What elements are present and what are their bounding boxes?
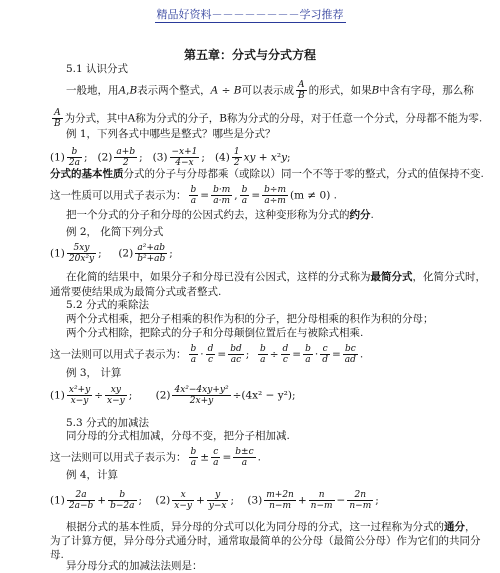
multiplication-rule: 两个分式相乘，把分子相乘的积作为积的分子，把分母相乘的积作为积的分母；: [66, 313, 434, 325]
example-4-prompt: 例 4，计算: [66, 469, 119, 481]
add-sub-formula: 这一法则可以用式子表示为： $\frac{b}{a}$ ± $\frac{c}{a}$ = $\frac{b\pm c}{a}$ .: [50, 447, 261, 468]
example-3-prompt: 例 3， 计算: [66, 367, 122, 379]
simplest-fraction-line-2: 通常要使结果成为最简分式或者整式.: [50, 286, 222, 298]
chapter-title: 第五章：分式与分式方程: [183, 48, 316, 62]
reduction-definition: 把一个分式的分子和分母的公因式约去，这种变形称为分式的约分.: [66, 209, 374, 221]
page-header: 精品好资料－－－－－－－－学习推荐: [156, 8, 344, 21]
same-denominator-rule: 同分母的分式相加减，分母不变，把分子相加减.: [66, 430, 290, 442]
different-denominator-rule: 异分母分式的加减法法则是：: [66, 560, 203, 572]
definition-line-2: $\frac{A}{B}$ 为分式，其中A称为分式的分子，B称为分式的分母，对于任意一个分式，分母都不能为零.: [54, 108, 483, 129]
definition-line-1: 一般地，用A,B表示两个整式，A ÷ B可以表示成 $\frac{A}{B}$ 的形式，如果B中含有字母，那么称: [66, 80, 474, 101]
basic-property-formula: 这一性质可以用式子表示为： $\frac{b}{a}$ = $\frac{b\cdot m}{a\cdot m}$ , $\frac{b}{a}$ = $\frac{b\div m}{a\div m}$ (m ≠ 0) .: [50, 185, 337, 206]
example-1-expressions: (1) $\frac{b}{2a}$ ; (2) $\frac{a+b}{2}$ ; (3) $\frac{-x+1}{4-x}$ ; (4) $\frac{1}{2}$ xy + x²y;: [50, 147, 291, 168]
example-3-expressions: (1) $\frac{\text{x²+y}}{x-y}$ ÷ $\frac{xy}{x-y}$ ; (2) $\frac{\text{4x²−4xy+y²}}{2x+y}$ ÷(4x² − y²);: [50, 385, 296, 406]
section-5-2-heading: 5.2 分式的乘除法: [66, 299, 150, 311]
section-5-3-heading: 5.3 分式的加减法: [66, 417, 150, 429]
example-4-expressions: (1) $\frac{2a}{2a-b}$ + $\frac{b}{b-2a}$ ; (2) $\frac{x}{x-y}$ + $\frac{y}{y-x}$ ; (3) $\frac{m+2n}{n-m}$ + $\frac{n}{n-m}$ − $\frac{2n}{n-m}$ ;: [50, 490, 379, 511]
common-denominator-line-3: 母.: [50, 549, 64, 561]
example-1-prompt: 例 1，下列各式中哪些是整式？哪些是分式？: [66, 128, 276, 140]
section-5-1-heading: 5.1 认识分式: [66, 63, 129, 75]
basic-property: 分式的基本性质分式的分子与分母都乘（或除以）同一个不等于零的整式，分式的值保持不变.: [50, 168, 484, 180]
division-rule: 两个分式相除，把除式的分子和分母颠倒位置后在与被除式相乘.: [66, 327, 364, 339]
example-2-expressions: (1) $\frac{5xy}{\text{20x²y}}$ ; (2) $\frac{\text{a²+ab}}{\text{b²+ab}}$ ;: [50, 243, 173, 264]
simplest-fraction-line-1: 在化简的结果中，如果分子和分母已没有公因式，这样的分式称为最简分式，化简分式时，: [66, 271, 486, 283]
common-denominator-line-1: 根据分式的基本性质，异分母的分式可以化为同分母的分式，这一过程称为分式的通分，: [66, 521, 476, 533]
mul-div-formula: 这一法则可以用式子表示为： $\frac{b}{a}$ · $\frac{d}{c}$ = $\frac{bd}{ac}$ ; $\frac{b}{a}$ ÷ $\frac{d}{c}$ = $\frac{b}{a}$ · $\frac{c}{d}$ = $\frac{bc}{ad}$ .: [50, 344, 364, 365]
example-2-prompt: 例 2， 化简下列分式: [66, 226, 164, 238]
common-denominator-line-2: 为了计算方便，异分母分式通分时，通常取最简单的公分母（最简公分母）作为它们的共同分: [50, 535, 481, 547]
